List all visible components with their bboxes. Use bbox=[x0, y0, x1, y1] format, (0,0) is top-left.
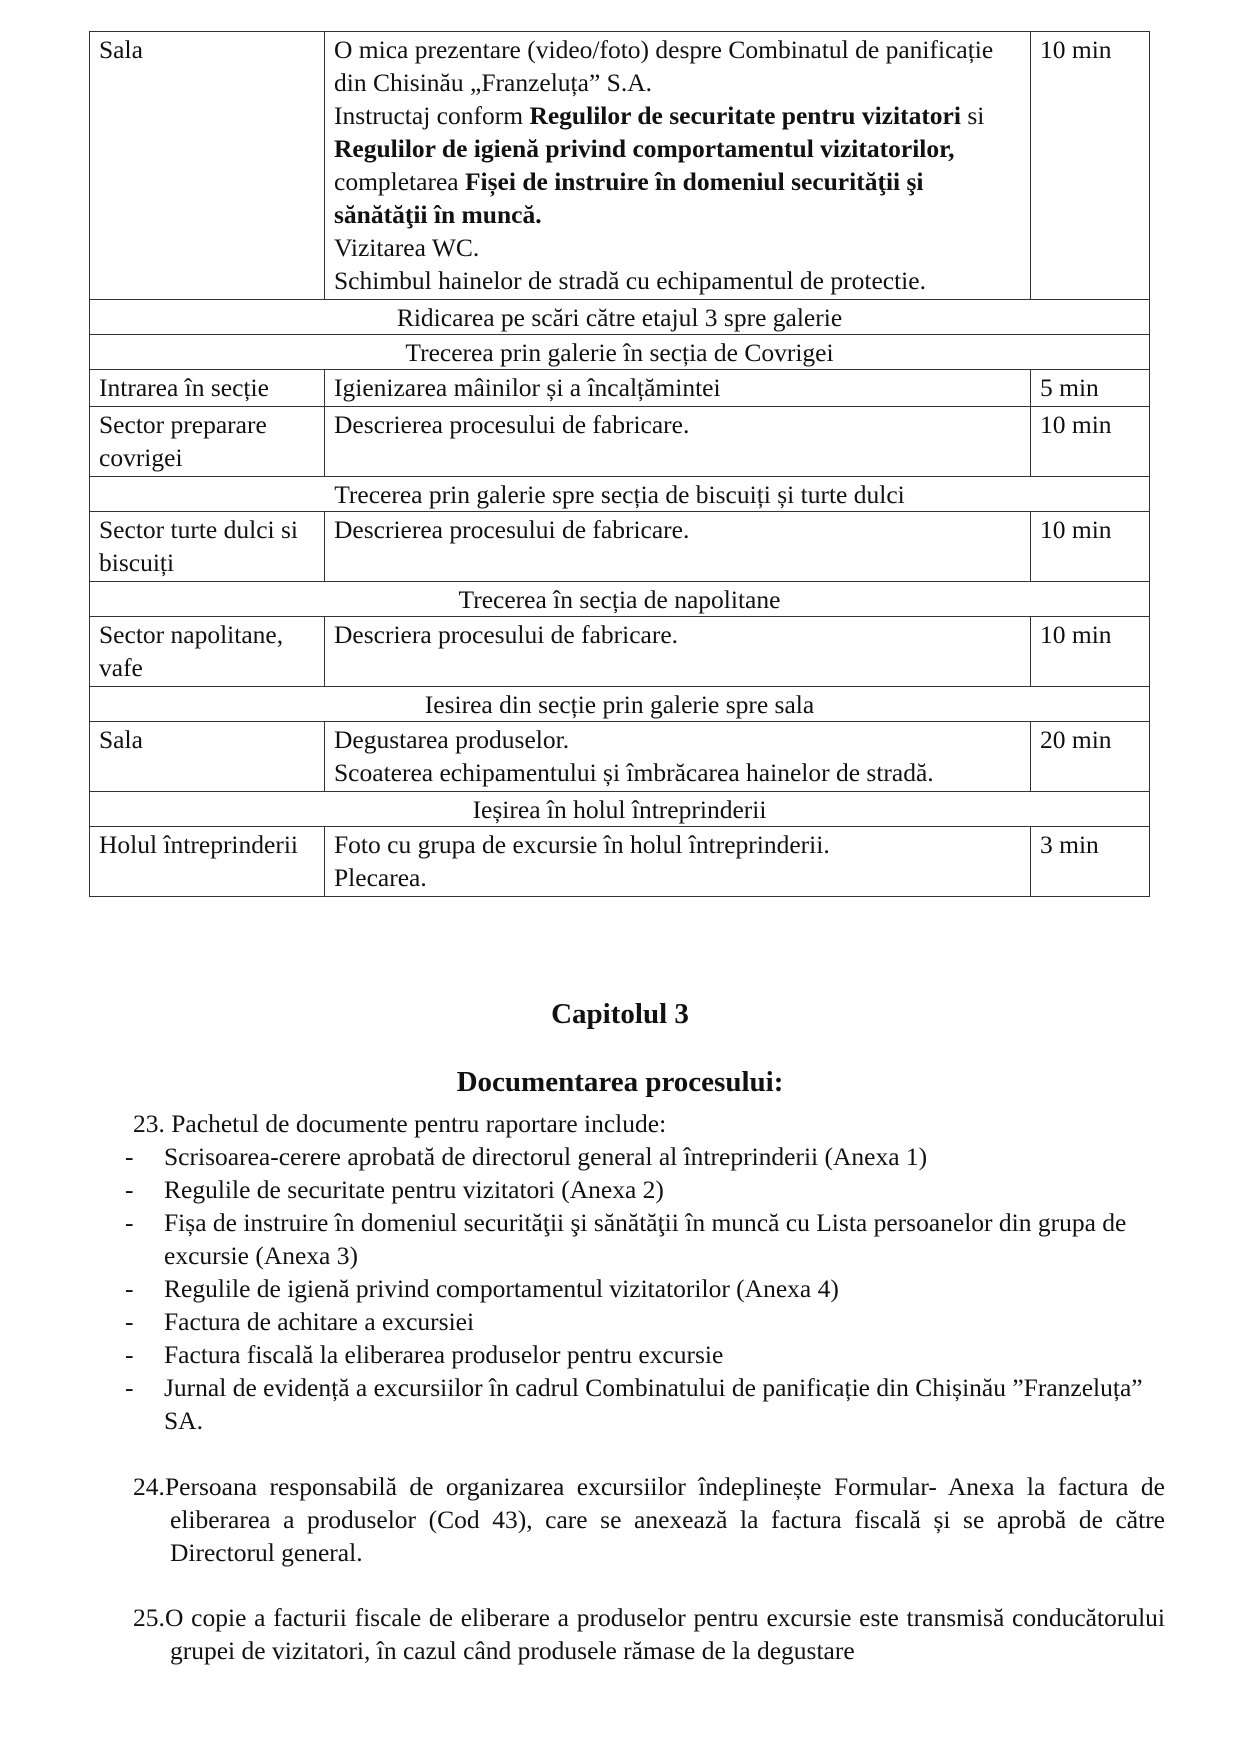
transition-row bbox=[90, 792, 1150, 827]
document-list-text: Regulile de igienă privind comportamentul vizitatorilor (Anexa 4) bbox=[164, 1274, 839, 1303]
duration-cell: 10 min bbox=[1031, 512, 1150, 582]
section-24-text: Persoana responsabilă de organizarea excursiilor îndeplinește Formular- Anexa la factura de eliberarea a produselor (Cod 43), care se anexează la factura fiscală și se aprobă de către Directorul general. bbox=[165, 1472, 1165, 1567]
list-dash-marker: - bbox=[125, 1142, 134, 1171]
description-cell: Descrierea procesului de fabricare. bbox=[325, 407, 1031, 477]
document-list-item bbox=[125, 1338, 1165, 1371]
transition-row bbox=[90, 335, 1150, 370]
transition-cell: Ridicarea pe scări către etajul 3 spre galerie bbox=[90, 300, 1150, 335]
schedule-row bbox=[90, 512, 1150, 582]
list-dash-marker: - bbox=[125, 1373, 134, 1402]
transition-row bbox=[90, 582, 1150, 617]
location-cell: Sala bbox=[90, 32, 325, 300]
transition-cell: Iesirea din secție prin galerie spre sala bbox=[90, 687, 1150, 722]
description-cell: O mica prezentare (video/foto) despre Combinatul de panificație din Chisinău „Franzeluța” S.A. Instructaj conform Regulilor de securitate pentru vizitatori si Regulilor de igienă privind comportamentul vizitatorilor, completarea Fișei de instruire în domeniul securităţii şi sănătăţii în muncă. Vizitarea WC. Schimbul hainelor de stradă cu echipamentul de protectie. bbox=[325, 32, 1031, 300]
transition-row bbox=[90, 300, 1150, 335]
document-list-text: Regulile de securitate pentru vizitatori (Anexa 2) bbox=[164, 1175, 664, 1204]
duration-cell: 5 min bbox=[1031, 370, 1150, 407]
list-dash-marker: - bbox=[125, 1307, 134, 1336]
schedule-row bbox=[90, 827, 1150, 897]
chapter-subtitle: Documentarea procesului: bbox=[456, 1066, 784, 1098]
transition-row bbox=[90, 477, 1150, 512]
document-list-item bbox=[125, 1371, 1165, 1437]
schedule-row bbox=[90, 617, 1150, 687]
description-cell: Igienizarea mâinilor și a încalțămintei bbox=[325, 370, 1031, 407]
transition-cell: Trecerea prin galerie în secția de Covrigei bbox=[90, 335, 1150, 370]
document-list-text: Fișa de instruire în domeniul securităţii şi sănătăţii în muncă cu Lista persoanelor din grupa de excursie (Anexa 3) bbox=[164, 1208, 1127, 1270]
section-25-number: 25. bbox=[133, 1603, 165, 1632]
schedule-row bbox=[90, 370, 1150, 407]
list-dash-marker: - bbox=[125, 1274, 134, 1303]
section-24-number: 24. bbox=[133, 1472, 165, 1501]
document-list-item bbox=[125, 1173, 1165, 1206]
list-dash-marker: - bbox=[125, 1340, 134, 1369]
location-cell: Sector turte dulci si biscuiți bbox=[90, 512, 325, 582]
duration-cell: 20 min bbox=[1031, 722, 1150, 792]
transition-cell: Trecerea în secția de napolitane bbox=[90, 582, 1150, 617]
duration-cell: 10 min bbox=[1031, 32, 1150, 300]
location-cell: Holul întreprinderii bbox=[90, 827, 325, 897]
section-25-text: O copie a facturii fiscale de eliberare a produselor pentru excursie este transmisă conducătorului grupei de vizitatori, în cazul când produsele rămase de la degustare bbox=[165, 1603, 1165, 1665]
location-cell: Sala bbox=[90, 722, 325, 792]
location-cell: Sector napolitane, vafe bbox=[90, 617, 325, 687]
transition-row bbox=[90, 687, 1150, 722]
schedule-row bbox=[90, 722, 1150, 792]
transition-cell: Trecerea prin galerie spre secția de biscuiți și turte dulci bbox=[90, 477, 1150, 512]
duration-cell: 10 min bbox=[1031, 407, 1150, 477]
document-list bbox=[125, 1140, 1165, 1437]
schedule-row bbox=[90, 407, 1150, 477]
document-list-item bbox=[125, 1305, 1165, 1338]
excursion-schedule-table bbox=[89, 31, 1150, 897]
list-dash-marker: - bbox=[125, 1208, 134, 1237]
location-cell: Intrarea în secție bbox=[90, 370, 325, 407]
document-list-item bbox=[125, 1272, 1165, 1305]
document-list-text: Factura de achitare a excursiei bbox=[164, 1307, 475, 1336]
document-list-item bbox=[125, 1140, 1165, 1173]
duration-cell: 10 min bbox=[1031, 617, 1150, 687]
schedule-body bbox=[90, 32, 1150, 897]
location-cell: Sector preparare covrigei bbox=[90, 407, 325, 477]
description-cell: Degustarea produselor. Scoaterea echipamentului și îmbrăcarea hainelor de stradă. bbox=[325, 722, 1031, 792]
schedule-row bbox=[90, 32, 1150, 300]
description-cell: Descriera procesului de fabricare. bbox=[325, 617, 1031, 687]
section-25-paragraph bbox=[133, 1601, 1165, 1667]
section-24-paragraph bbox=[133, 1470, 1165, 1569]
document-list-text: Factura fiscală la eliberarea produselor pentru excursie bbox=[164, 1340, 724, 1369]
chapter-title: Capitolul 3 bbox=[551, 998, 689, 1030]
transition-cell: Ieșirea în holul întreprinderii bbox=[90, 792, 1150, 827]
description-cell: Foto cu grupa de excursie în holul întreprinderii. Plecarea. bbox=[325, 827, 1031, 897]
list-dash-marker: - bbox=[125, 1175, 134, 1204]
duration-cell: 3 min bbox=[1031, 827, 1150, 897]
description-cell: Descrierea procesului de fabricare. bbox=[325, 512, 1031, 582]
section-23-intro: 23. Pachetul de documente pentru raportare include: bbox=[133, 1109, 667, 1138]
document-list-item bbox=[125, 1206, 1165, 1272]
document-list-text: Scrisoarea-cerere aprobată de directorul general al întreprinderii (Anexa 1) bbox=[164, 1142, 928, 1171]
document-list-text: Jurnal de evidență a excursiilor în cadrul Combinatului de panificație din Chișinău ”Franzeluța” SA. bbox=[164, 1373, 1143, 1435]
